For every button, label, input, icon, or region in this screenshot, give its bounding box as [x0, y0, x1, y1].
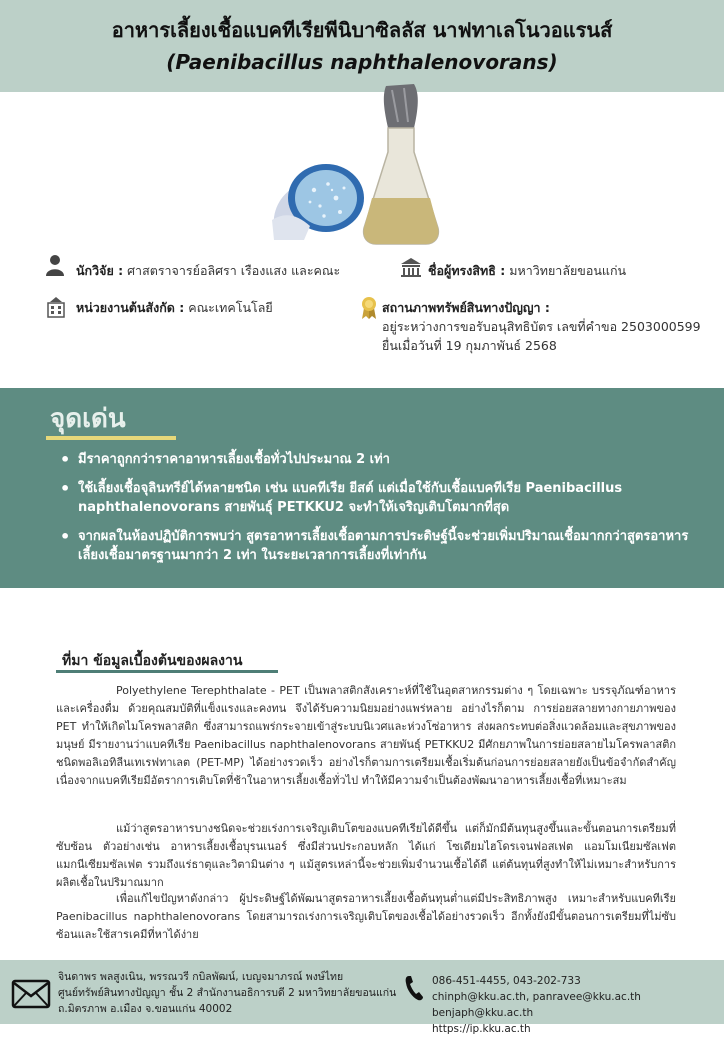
footer-email[interactable]: chinph@kku.ac.th, panravee@kku.ac.th benjaph@kku.ac.th	[432, 991, 641, 1019]
page-subtitle: (Paenibacillus naphthalenovorans)	[166, 50, 558, 74]
building-icon	[400, 256, 422, 278]
footer-address-line: ศูนย์ทรัพย์สินทางปัญญา ชั้น 2 สำนักงานอธิการบดี 2 มหาวิทยาลัยขอนแก่น	[58, 987, 397, 999]
highlight-item: • มีราคาถูกกว่าราคาอาหารเลี้ยงเชื้อทั่วไปประมาณ 2 เท่า	[60, 450, 690, 469]
ip-status-line1: อยู่ระหว่างการขอรับอนุสิทธิบัตร เลขที่คำขอ 2503000599	[382, 319, 701, 334]
footer-address	[58, 969, 396, 1017]
researcher-label: นักวิจัย :	[76, 263, 124, 278]
unit-label: หน่วยงานต้นสังกัด :	[76, 300, 185, 315]
unit-row	[76, 298, 273, 318]
footer-phone: 086-451-4455, 043-202-733	[432, 975, 581, 987]
mail-icon	[12, 980, 50, 1008]
background-underline	[56, 670, 278, 673]
footer-contacts-names: จินดาพร พลสูงเนิน, พรรณวรี กบิลพัฒน์, เบญจมาภรณ์ พงษ์ไทย	[58, 971, 344, 983]
owner-value: มหาวิทยาลัยขอนแก่น	[509, 263, 627, 278]
page-title: อาหารเลี้ยงเชื้อแบคทีเรียพีนิบาซิลลัส นาฟทาเลโนวอแรนส์	[111, 18, 613, 42]
background-paragraph-3	[56, 890, 676, 944]
footer-contact	[432, 973, 724, 1037]
ip-status-label: สถานภาพทรัพย์สินทางปัญญา :	[382, 300, 550, 315]
ip-status-line2: ยื่นเมื่อวันที่ 19 กุมภาพันธ์ 2568	[382, 338, 557, 353]
award-icon	[360, 296, 378, 320]
paragraph-text: แม้ว่าสูตรอาหารบางชนิดจะช่วยเร่งการเจริญเติบโตของแบคทีเรียได้ดีขึ้น แต่ก็มักมีต้นทุนสูงขึ้นและขั้นตอนการเตรียมที่ซับซ้อน ตัวอย่างเช่น อาหารเลี้ยงเชื้อบุรนเนอร์ ซึ่งมีส่วนประกอบหลัก ได้แก่ โซเดียมไฮโดรเจนฟอสเฟต แอมโมเนียมซัลเฟต แมกนีเซียมซัลเฟต รวมถึงแร่ธาตุและวิตามินต่าง ๆ แม้สูตรเหล่านี้จะช่วยเพิ่มจำนวนเชื้อได้ดี แต่ต้นทุนที่สูงทำให้ไม่เหมาะสำหรับการผลิตเชื้อในปริมาณมาก	[56, 822, 676, 889]
ip-status-block	[382, 298, 701, 355]
owner-row	[428, 261, 626, 281]
highlights-underline	[46, 436, 176, 440]
footer-address-line: ถ.มิตรภาพ อ.เมือง จ.ขอนแก่น 40002	[58, 1003, 233, 1015]
background-title: ที่มา ข้อมูลเบื้องต้นของผลงาน	[62, 653, 243, 669]
phone-icon	[404, 974, 424, 1002]
highlight-item: • จากผลในห้องปฏิบัติการพบว่า สูตรอาหารเลี้ยงเชื้อตามการประดิษฐ์นี้จะช่วยเพิ่มปริมาณเชื้อมากกว่าสูตรอาหารเลี้ยงเชื้อมาตรฐานมากว่า 2 เท่า ในระยะเวลาการเลี้ยงที่เท่ากัน	[60, 527, 690, 565]
highlights-list	[60, 450, 690, 575]
background-paragraph-2	[56, 820, 676, 892]
highlights-title: จุดเด่น	[50, 404, 126, 434]
petri-dish-image	[270, 160, 366, 240]
footer-website[interactable]: https://ip.kku.ac.th	[432, 1023, 531, 1035]
owner-label: ชื่อผู้ทรงสิทธิ :	[428, 263, 506, 278]
flask-image	[358, 82, 444, 250]
highlight-item: • ใช้เลี้ยงเชื้อจุลินทรีย์ได้หลายชนิด เช่น แบคทีเรีย ยีสต์ แต่เมื่อใช้กับเชื้อแบคทีเรีย Paenibacillus naphthalenovorans สายพันธุ์ PETKKU2 จะทำให้เจริญเติบโตมากที่สุด	[60, 479, 690, 517]
background-paragraph-1	[56, 682, 676, 790]
person-icon	[46, 254, 64, 276]
office-icon	[46, 296, 66, 318]
header-banner	[0, 0, 724, 92]
paragraph-text: เพื่อแก้ไขปัญหาดังกล่าว ผู้ประดิษฐ์ได้พัฒนาสูตรอาหารเลี้ยงเชื้อต้นทุนต่ำแต่มีประสิทธิภาพสูง เหมาะสำหรับแบคทีเรีย Paenibacillus naphthalenovorans โดยสามารถเร่งการเจริญเติบโตของเชื้อได้อย่างรวดเร็ว อีกทั้งยังมีขั้นตอนการเตรียมที่ไม่ซับซ้อนและใช้สารเคมีที่หาได้ง่าย	[56, 892, 676, 941]
unit-value: คณะเทคโนโลยี	[188, 300, 273, 315]
paragraph-text: Polyethylene Terephthalate - PET เป็นพลาสติกสังเคราะห์ที่ใช้ในอุตสาหกรรมต่าง ๆ โดยเฉพาะ บรรจุภัณฑ์อาหารและเครื่องดื่ม ด้วยคุณสมบัติที่แข็งแรงและคงทน จึงได้รับความนิยมอย่างแพร่หลาย อย่างไรก็ตาม การย่อยสลายทางกายภาพของ PET ทำให้เกิดไมโครพลาสติก ซึ่งสามารถแพร่กระจายเข้าสู่ระบบนิเวศและห่วงโซ่อาหาร ส่งผลกระทบต่อสิ่งแวดล้อมและสุขภาพของมนุษย์ มีรายงานว่าแบคทีเรีย Paenibacillus naphthalenovorans สายพันธุ์ PETKKU2 มีศักยภาพในการย่อยสลายไมโครพลาสติกชนิดพอลิเอทิลีนเทเรฟทาเลต (PET-MP) ได้อย่างรวดเร็ว อย่างไรก็ตามการเตรียมเชื้อเริ่มต้นก่อนการย่อยสลายยังเป็นข้อจำกัดสำคัญ เนื่องจากแบคทีเรียมีอัตราการเติบโตที่ช้าในอาหารเลี้ยงเชื้อทั่วไป ทำให้มีความจำเป็นต้องพัฒนาอาหารเลี้ยงเชื้อที่เหมาะสม	[56, 684, 676, 787]
researcher-row	[76, 261, 340, 281]
researcher-value: ศาสตราจารย์อลิศรา เรืองแสง และคณะ	[127, 263, 341, 278]
